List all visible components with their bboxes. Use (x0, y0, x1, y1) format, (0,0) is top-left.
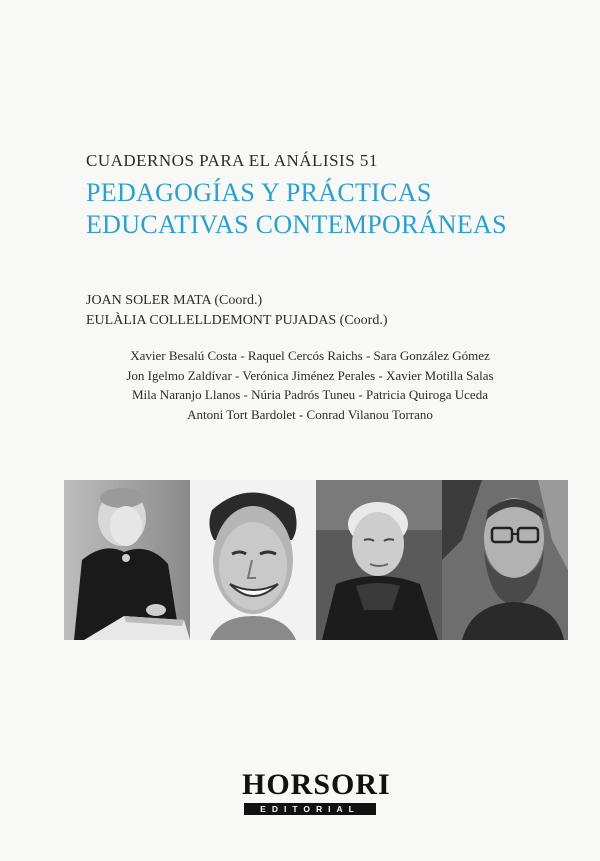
coordinator: EULÀLIA COLLELLDEMONT PUJADAS (Coord.) (86, 313, 388, 328)
authors-line: Jon Igelmo Zaldívar - Verónica Jiménez Perales - Xavier Motilla Salas (126, 367, 494, 383)
series-title: CUADERNOS PARA EL ANÁLISIS 51 (86, 151, 378, 170)
publisher-name: HORSORI (242, 768, 391, 801)
portrait-photo (190, 480, 316, 640)
book-title (86, 177, 507, 241)
authors-line: Mila Naranjo Llanos - Núria Padrós Tuneu - Patricia Quiroga Uceda (132, 387, 488, 402)
portrait-strip (64, 480, 568, 640)
authors-line: Antoni Tort Bardolet - Conrad Vilanou Torrano (187, 406, 433, 422)
book-title-line-2: EDUCATIVAS CONTEMPORÁNEAS (86, 210, 507, 239)
authors-list (86, 346, 534, 424)
publisher-subtitle: EDITORIAL (244, 803, 376, 815)
portrait-photo (442, 480, 568, 640)
coordinators (86, 291, 388, 331)
coordinator: JOAN SOLER MATA (Coord.) (86, 293, 263, 308)
authors-line: Xavier Besalú Costa - Raquel Cercós Raichs - Sara González Gómez (130, 348, 490, 363)
publisher-logo (242, 768, 391, 819)
portrait-photo (64, 480, 190, 640)
book-title-line-1: PEDAGOGÍAS Y PRÁCTICAS (86, 178, 432, 207)
portrait-photo (316, 480, 442, 640)
